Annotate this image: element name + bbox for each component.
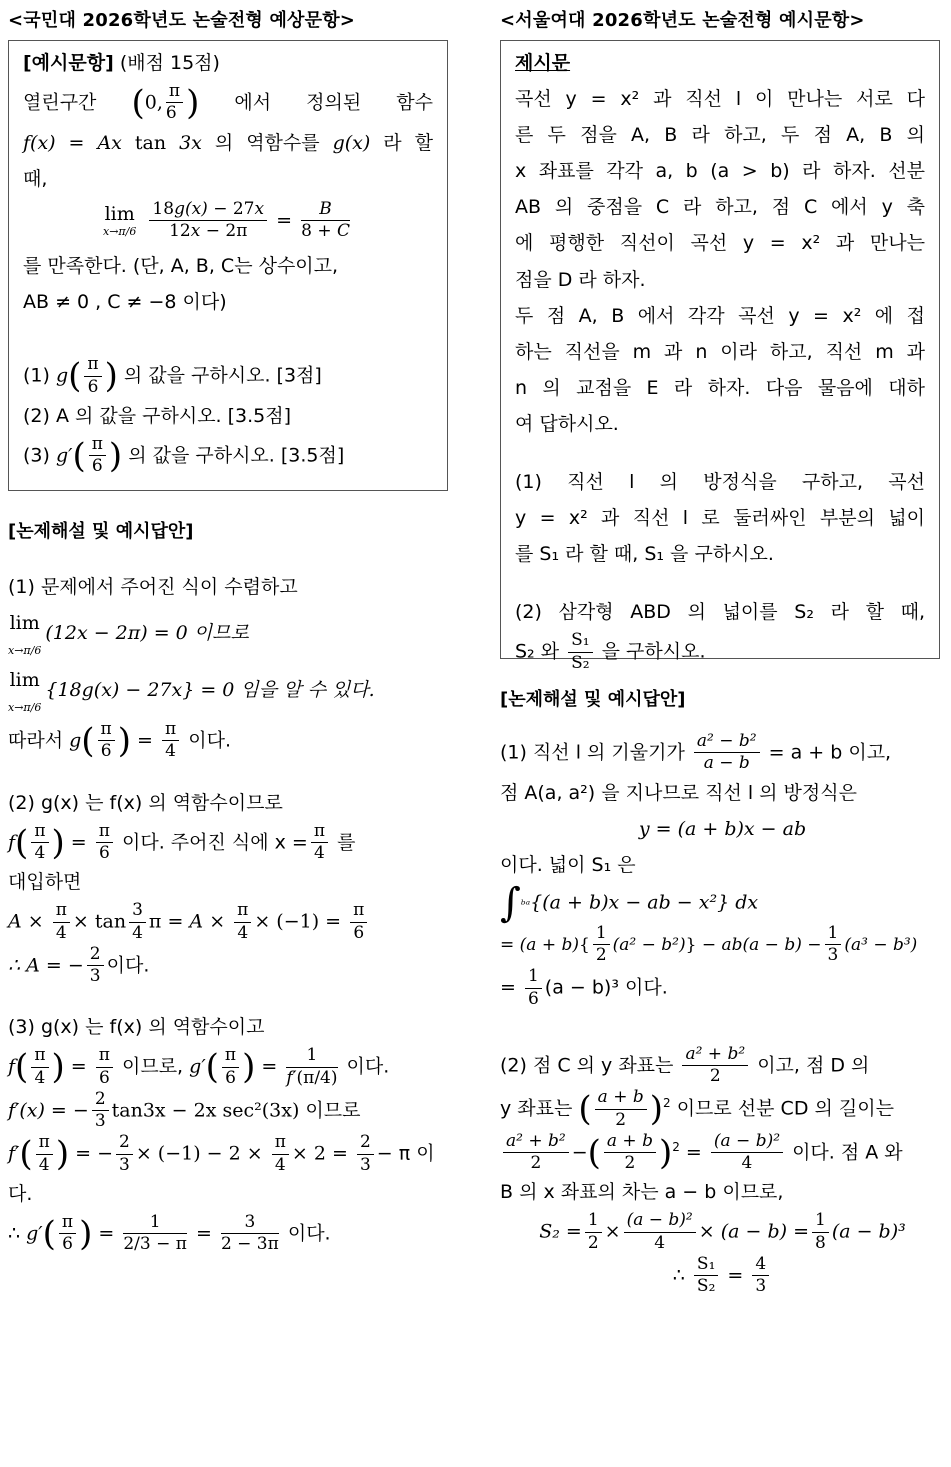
r-question-2: (2) 삼각형 ABD 의 넓이를 S₂ 라 할 때, (515, 601, 925, 624)
problem-condition-2: AB ≠ 0 , C ≠ −8 이다) (23, 291, 227, 314)
left-problem-box: [예시문항] (배점 15점) 열린구간 (0, $\frac{\pi}{6}$ ) 에서 정의된 함수 f(x) = Ax tan 3x 의 역함수를 g(x) 라 할 때, lim x→π/6 $\frac{18g(x) - 27x}{12x - 2\pi}$ = $\frac{B}{8 + C}$ 를 만족한다. (단, A, B, C는 상수이고, AB ≠ 0 , C ≠ −8 이다) (1) g( $\frac{\pi}{6}$ ) 의 값을 구하시오. [3점] (2) A 의 값을 구하시오. [3.5점] (3) g′( $\frac{\pi}{6}$ ) 의 값을 구하시오. [3.5점] (8, 40, 448, 491)
question-1: (1) g( $\frac{\pi}{6}$ ) 의 값을 구하시오. [3점] (23, 354, 322, 397)
question-2: (2) A 의 값을 구하시오. [3.5점] (23, 404, 292, 427)
right-problem-box: 제시문 곡선 y = x² 과 직선 l 이 만나는 서로 다 른 두 점을 A, B 라 하고, 두 점 A, B 의 x 좌표를 각각 a, b (a > b) 라 하자. 선분 AB 의 중점을 C 라 하고, 점 C 에서 y 축 에 평행한 직선이 곡선 y = x² 과 만나는 점을 D 라 하자. 두 점 A, B 에서 각각 곡선 y = x² 에 접 하는 직선을 m 과 n 이라 하고, 직선 m 과 n 의 교점을 E 라 하자. 다음 물음에 대하 여 답하시오. (1) 직선 l 의 방정식을 구하고, 곡선 y = x² 과 직선 l 로 둘러싸인 부분의 넓이 를 S₁ 라 할 때, S₁ 을 구하시오. (2) 삼각형 ABD 의 넓이를 S₂ 라 할 때, S₂ 와 $\frac{\text{S₁}}{\text{S₂}}$ 을 구하시오. (500, 40, 940, 659)
left-header: <국민대 2026학년도 논술전형 예상문항> (8, 10, 356, 31)
left-solution-title: [논제해설 및 예시답안] (8, 521, 194, 542)
r-question-1: (1) 직선 l 의 방정식을 구하고, 곡선 (515, 471, 925, 494)
passage-tag: 제시문 (515, 52, 571, 74)
problem-limit-equation: lim x→π/6 $\frac{18g(x) - 27x}{12x - 2\pi}$ = $\frac{B}{8 + C}$ (103, 198, 350, 242)
right-column (500, 0, 945, 1297)
problem-points: (배점 15점) (119, 52, 220, 74)
problem-intro: 열린구간 (0, $\frac{\pi}{6}$ ) 에서 정의된 함수 (23, 81, 433, 124)
right-solution-title: [논제해설 및 예시답안] (500, 689, 686, 710)
right-solution: (1) 직선 l 의 기울기가 $\frac{\text{a² − b²}}{a - b}$ = a + b 이고, 점 A(a, a²) 을 지나므로 직선 l 의 방정식은 y = (a + b)x − ab 이다. 넓이 S₁ 은 ∫ᵇᵃ{(a + b)x − ab − x²} dx = (a + b){ $\frac{1}{2}$ (a² − b²)} − ab(a − b) − $\frac{1}{3}$ (a³ − b³) = $\frac{1}{6}$ (a − b)³ 이다. (2) 점 C 의 y 좌표는 $\frac{\text{a² + b²}}{2}$ 이고, 점 D 의 y 좌표는 ( $\frac{a + b}{2}$ )$^2$ 이므로 선분 CD 의 길이는 $\frac{\text{a² + b²}}{2}$ −( $\frac{a + b}{2}$ )$^2$ = $\frac{\text{(a − b)²}}{4}$ 이다. 점 A 와 B 의 x 좌표의 차는 a − b 이므로, S₂ = $\frac{1}{2}$ × $\frac{\text{(a − b)²}}{4}$ × (a − b) = $\frac{1}{8}$ (a − b)³ ∴ $\frac{\text{S₁}}{\text{S₂}}$ = $\frac{4}{3}$ (500, 731, 918, 1297)
question-3: (3) g′( $\frac{\pi}{6}$ ) 의 값을 구하시오. [3.5점] (23, 434, 345, 477)
problem-tag: [예시문항] (23, 52, 114, 74)
right-header: <서울여대 2026학년도 논술전형 예시문항> (500, 10, 865, 31)
problem-function: f(x) = Ax tan 3x 의 역함수를 g(x) 라 할 (23, 131, 433, 154)
problem-condition: 를 만족한다. (단, A, B, C는 상수이고, (23, 255, 339, 278)
left-solution: (1) 문제에서 주어진 식이 수렴하고 lim x→π/6 (12x − 2π) = 0 이므로 lim x→π/6 {18g(x) − 27x} = 0 임을 알 수 있다. 따라서 g( $\frac{\pi}{6}$ ) = $\frac{\pi}{4}$ 이다. (2) g(x) 는 f(x) 의 역함수이므로 f( $\frac{\pi}{4}$ ) = $\frac{\pi}{6}$ 이다. 주어진 식에 x = $\frac{\pi}{4}$ 를 대입하면 A × $\frac{\pi}{4}$ × tan $\frac{3}{4}$ π = A × $\frac{\pi}{4}$ × (−1) = $\frac{\pi}{6}$ ∴ A = − $\frac{2}{3}$ 이다. (3) g(x) 는 f(x) 의 역함수이고 f( $\frac{\pi}{4}$ ) = $\frac{\pi}{6}$ 이므로, g′( $\frac{\pi}{6}$ ) = $\frac{1}{f'(\pi/4)}$ 이다. f′(x) = − $\frac{2}{3}$ tan3x − 2x sec²(3x) 이므로 f′( $\frac{\pi}{4}$ ) = − $\frac{2}{3}$ × (−1) − 2 × $\frac{\pi}{4}$ × 2 = $\frac{2}{3}$ − π 이 다. ∴ g′( $\frac{\pi}{6}$ ) = $\frac{1}{2/3 - \pi}$ = $\frac{3}{2 - 3\pi}$ 이다. (8, 576, 435, 1255)
left-column (8, 0, 448, 1255)
